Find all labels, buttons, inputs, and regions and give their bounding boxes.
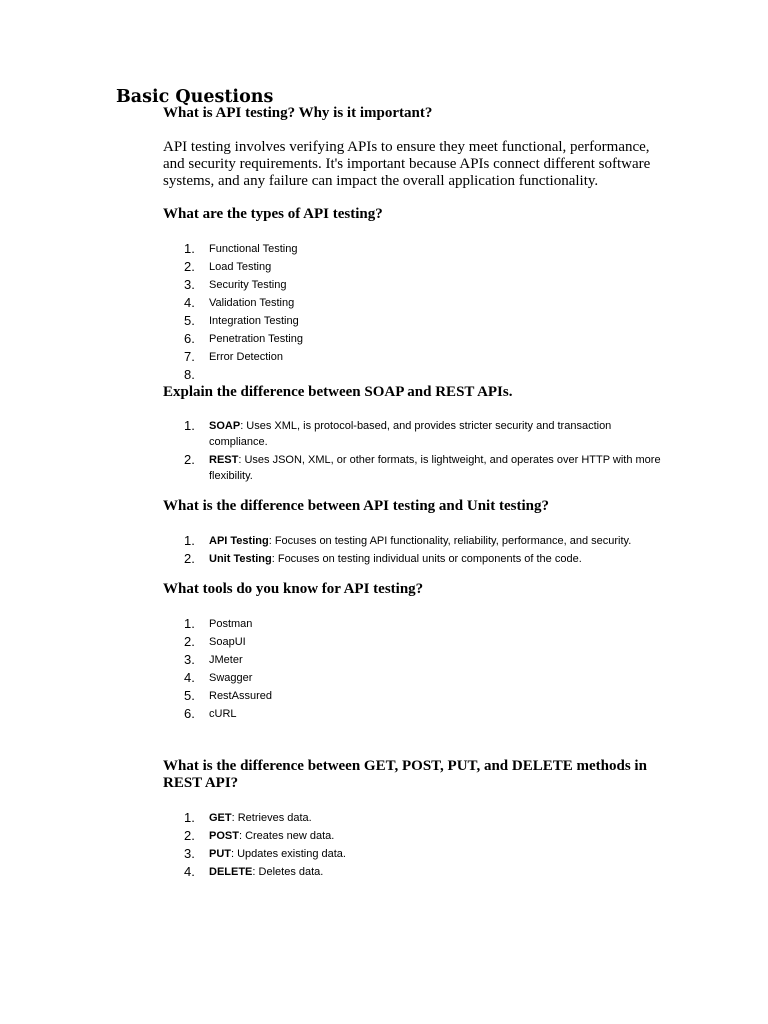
list-item-text: Load Testing bbox=[209, 261, 272, 273]
list-number: 2. bbox=[184, 551, 195, 566]
list-number: 2. bbox=[184, 634, 195, 649]
term-label: GET bbox=[209, 812, 232, 824]
list-item bbox=[163, 670, 663, 686]
list-number: 2. bbox=[184, 452, 195, 467]
list-item-text: JMeter bbox=[209, 654, 243, 666]
term-label: REST bbox=[209, 454, 239, 466]
list-item bbox=[163, 810, 663, 826]
list-item-text: Swagger bbox=[209, 672, 253, 684]
list-number: 1. bbox=[184, 533, 195, 548]
list-item-text: SoapUI bbox=[209, 636, 246, 648]
list-number: 3. bbox=[184, 277, 195, 292]
list-number: 1. bbox=[184, 418, 195, 433]
list-item bbox=[163, 828, 663, 844]
list-item bbox=[163, 533, 663, 549]
answer-api-testing: API testing involves verifying APIs to ensure they meet functional, performance, and security requirements. It's important because APIs connect different software systems, and any failure can impact the overall application functionality. bbox=[163, 139, 651, 189]
list-item bbox=[163, 367, 663, 383]
term-description: : Uses XML, is protocol-based, and provides stricter security and transaction compliance. bbox=[209, 420, 612, 448]
list-number: 3. bbox=[184, 846, 195, 861]
list-number: 5. bbox=[184, 313, 195, 328]
term-label: Unit Testing bbox=[209, 553, 272, 565]
list-item bbox=[163, 418, 663, 450]
list-item bbox=[163, 616, 663, 632]
list-number: 4. bbox=[184, 670, 195, 685]
list-item-text: Security Testing bbox=[209, 279, 287, 291]
list-item bbox=[163, 349, 663, 365]
list-item-text: RestAssured bbox=[209, 690, 272, 702]
list-number: 4. bbox=[184, 864, 195, 879]
term-description: : Updates existing data. bbox=[231, 848, 346, 860]
question-types: What are the types of API testing? bbox=[163, 206, 383, 222]
term-description: : Retrieves data. bbox=[231, 812, 312, 824]
list-item bbox=[163, 706, 663, 722]
term-description: : Focuses on testing individual units or components of the code. bbox=[271, 553, 582, 565]
list-item bbox=[163, 277, 663, 293]
list-number: 2. bbox=[184, 259, 195, 274]
list-item bbox=[163, 688, 663, 704]
list-soap-rest bbox=[163, 418, 663, 484]
question-soap-rest: Explain the difference between SOAP and REST APIs. bbox=[163, 384, 513, 400]
list-number: 7. bbox=[184, 349, 195, 364]
question-http-methods: What is the difference between GET, POST, PUT, and DELETE methods in REST API? bbox=[163, 758, 647, 791]
term-label: DELETE bbox=[209, 866, 253, 878]
list-number: 5. bbox=[184, 688, 195, 703]
term-label: PUT bbox=[209, 848, 231, 860]
document-body bbox=[163, 105, 663, 882]
term-label: POST bbox=[209, 830, 239, 842]
list-number: 6. bbox=[184, 706, 195, 721]
list-item bbox=[163, 452, 663, 484]
question-tools: What tools do you know for API testing? bbox=[163, 581, 424, 597]
term-description: : Creates new data. bbox=[238, 830, 335, 842]
list-number: 1. bbox=[184, 241, 195, 256]
term-label: SOAP bbox=[209, 420, 241, 432]
list-item bbox=[163, 313, 663, 329]
list-tools bbox=[163, 616, 663, 722]
list-number: 8. bbox=[184, 367, 195, 382]
list-item-text: Postman bbox=[209, 618, 253, 630]
list-number: 4. bbox=[184, 295, 195, 310]
list-number: 1. bbox=[184, 810, 195, 825]
list-item bbox=[163, 551, 663, 567]
list-number: 1. bbox=[184, 616, 195, 631]
term-label: API Testing bbox=[209, 535, 269, 547]
term-description: : Focuses on testing API functionality, reliability, performance, and security. bbox=[268, 535, 632, 547]
question-api-vs-unit: What is the difference between API testing and Unit testing? bbox=[163, 498, 549, 514]
list-http-methods bbox=[163, 810, 663, 880]
list-item bbox=[163, 634, 663, 650]
list-item bbox=[163, 652, 663, 668]
list-item bbox=[163, 295, 663, 311]
term-description: : Uses JSON, XML, or other formats, is lightweight, and operates over HTTP with more flexibility. bbox=[209, 454, 661, 482]
list-types bbox=[163, 241, 663, 383]
list-number: 6. bbox=[184, 331, 195, 346]
list-number: 3. bbox=[184, 652, 195, 667]
list-api-vs-unit bbox=[163, 533, 663, 567]
list-item-text: Functional Testing bbox=[209, 243, 298, 255]
list-item-text: Validation Testing bbox=[209, 297, 295, 309]
list-item bbox=[163, 864, 663, 880]
page-title: Basic Questions bbox=[116, 87, 274, 107]
list-item-text: Penetration Testing bbox=[209, 333, 303, 345]
question-api-testing: What is API testing? Why is it important? bbox=[163, 105, 433, 121]
list-item bbox=[163, 241, 663, 257]
list-item bbox=[163, 259, 663, 275]
list-item bbox=[163, 331, 663, 347]
list-item-text bbox=[209, 369, 212, 381]
list-item-text: cURL bbox=[209, 708, 237, 720]
term-description: : Deletes data. bbox=[252, 866, 324, 878]
list-item bbox=[163, 846, 663, 862]
list-item-text: Integration Testing bbox=[209, 315, 299, 327]
list-number: 2. bbox=[184, 828, 195, 843]
list-item-text: Error Detection bbox=[209, 351, 283, 363]
